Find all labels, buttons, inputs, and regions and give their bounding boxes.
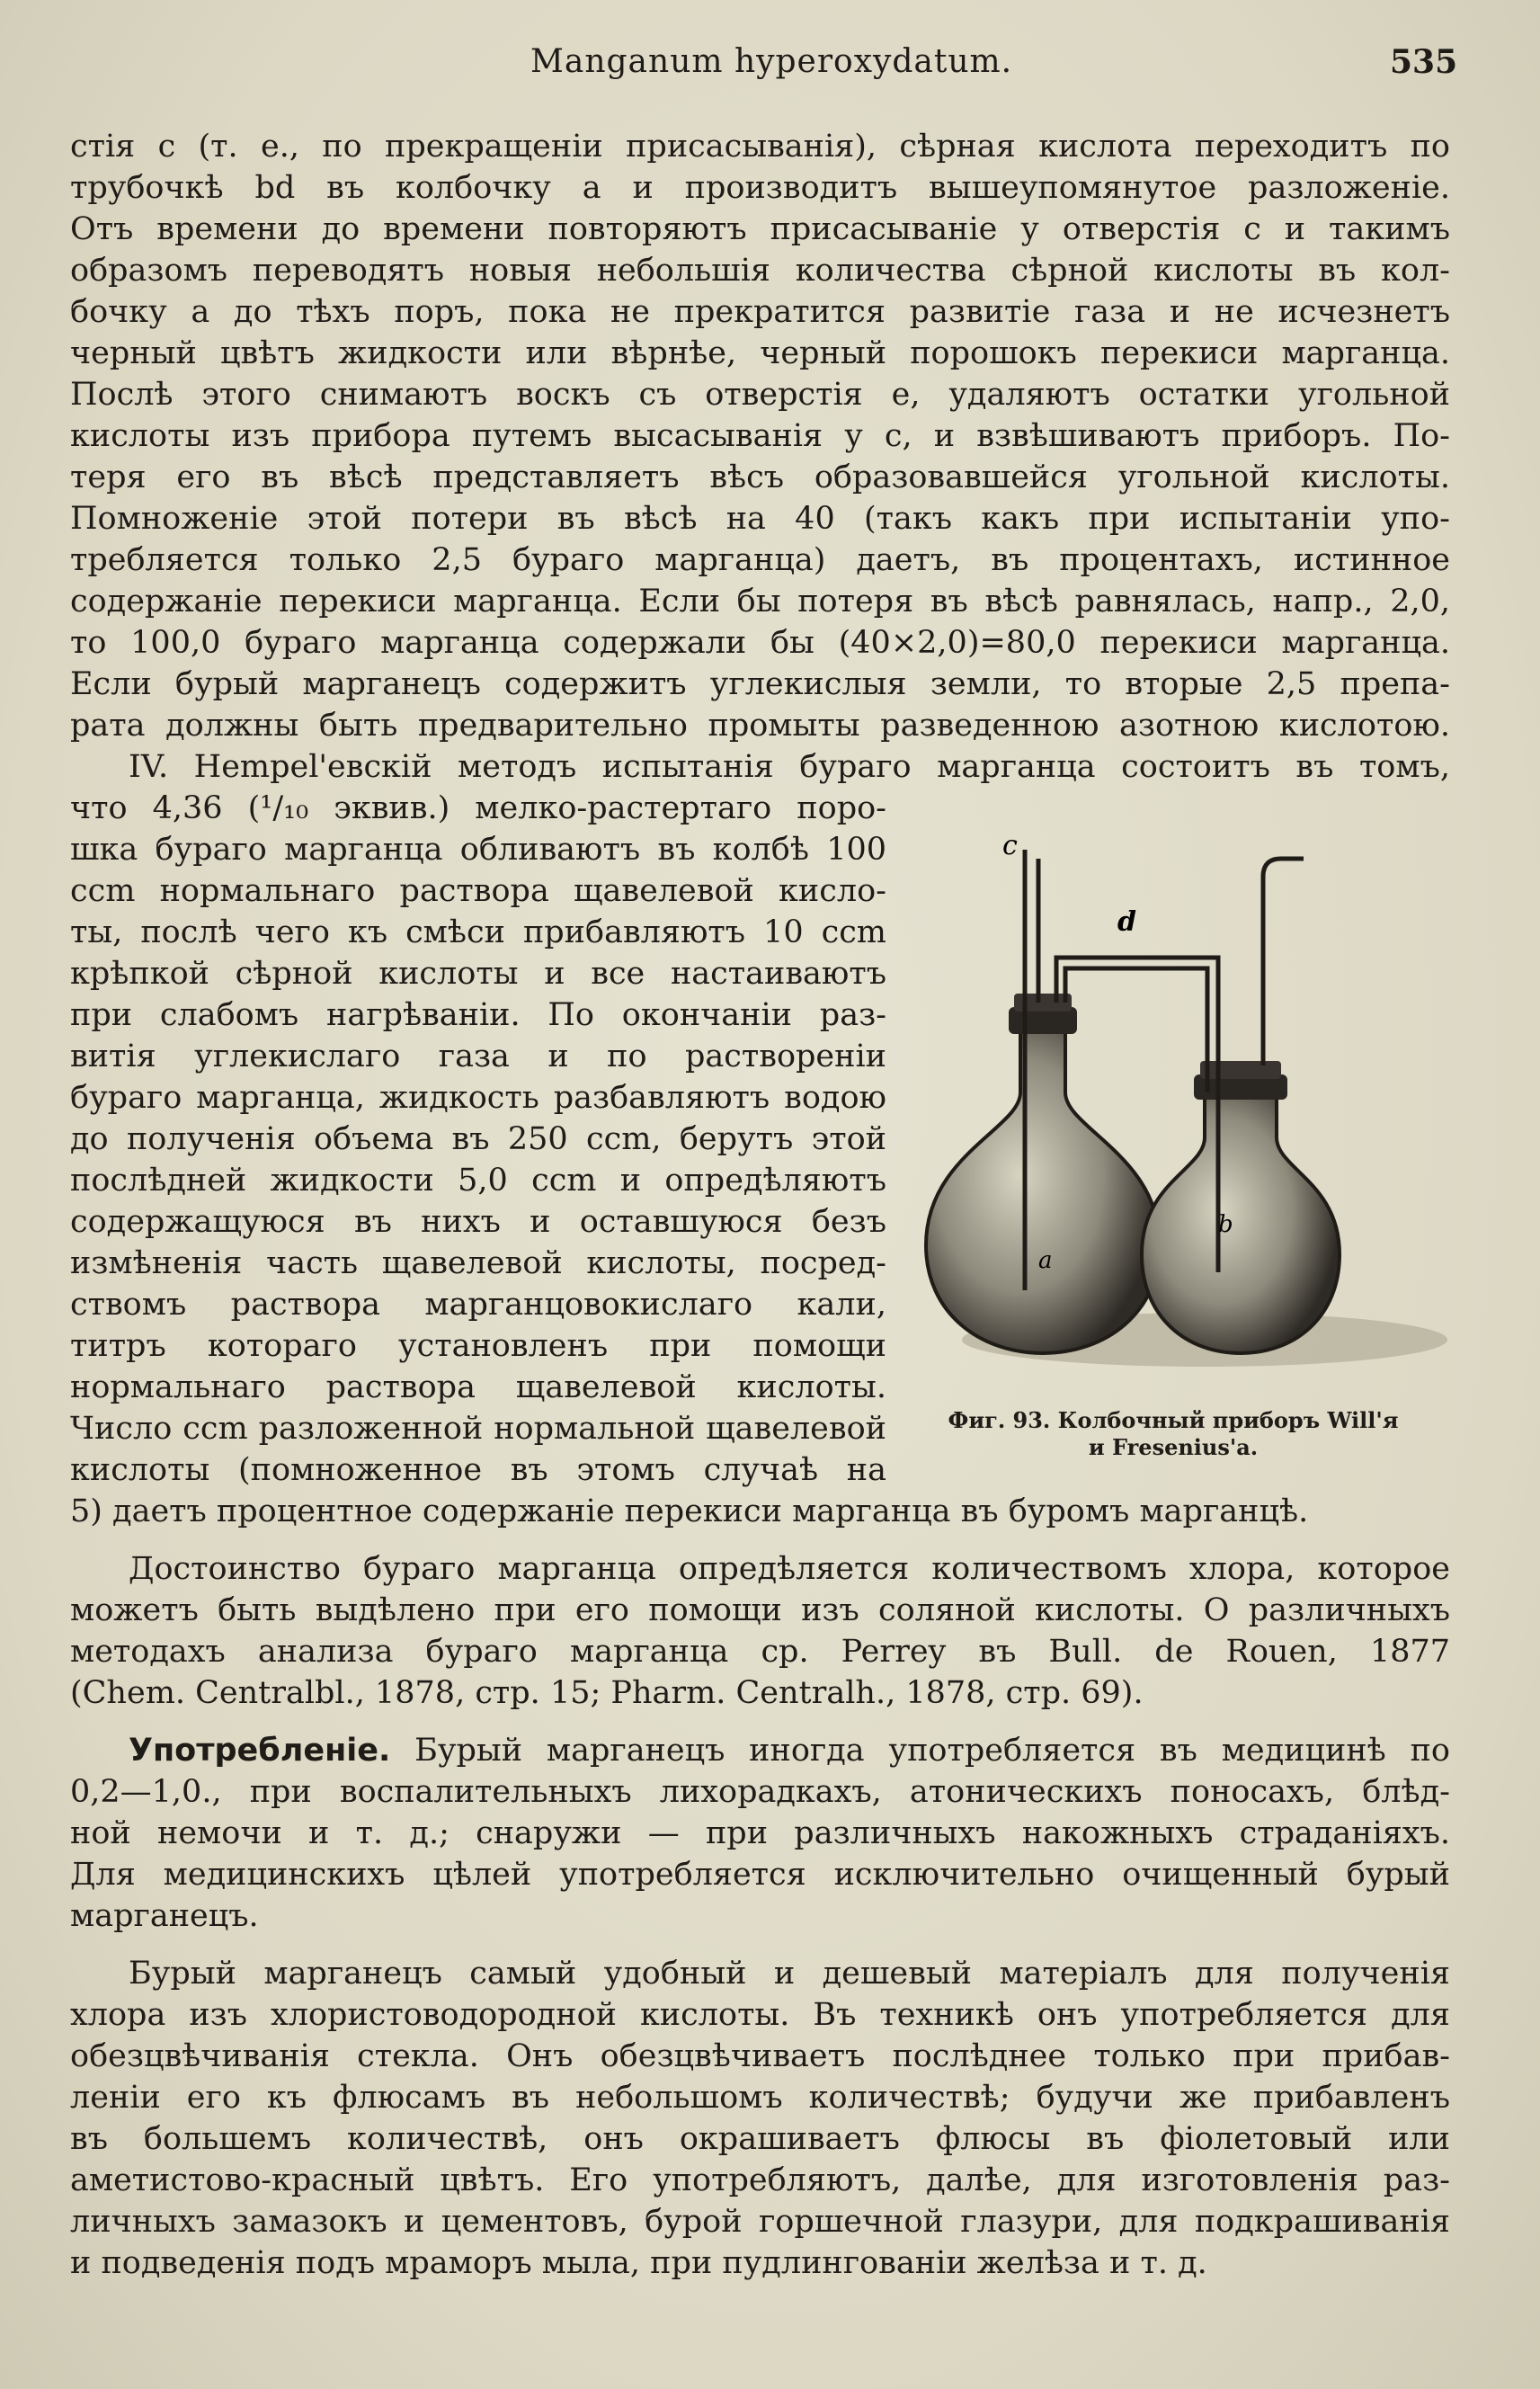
text-line: ной немочи и т. д.; снаружи — при различныхъ накожныхъ страданіяхъ. [70,1815,1450,1851]
text-line: ccm нормальнаго раствора щавелевой кисло- [70,873,886,909]
text-line: кислоты (помноженное въ этомъ случаѣ на [70,1452,886,1488]
text-line [70,1730,1450,1771]
text-line: до полученія объема въ 250 ccm, берутъ этой [70,1121,886,1157]
text-line: нормальнаго раствора щавелевой кислоты. [70,1369,886,1405]
label-c: c [1002,830,1018,861]
text-line: аметистово-красный цвѣтъ. Его употребляютъ, далѣе, для изготовленія раз- [70,2162,1450,2198]
text-line: 5) даетъ процентное содержаніе перекиси марганца въ буромъ марганцѣ. [70,1493,1309,1529]
text-line: можетъ быть выдѣлено при его помощи изъ соляной кислоты. О различныхъ [70,1592,1450,1628]
text-line: измѣненія часть щавелевой кислоты, посред- [70,1245,886,1281]
text-line: при слабомъ нагрѣваніи. По окончаніи раз- [70,997,886,1033]
section-lead: Употребленіе. [129,1733,391,1769]
text-line: ты, послѣ чего къ смѣси прибавляютъ 10 ccm [70,914,886,950]
paragraph-1 [70,126,1450,746]
text-line: то 100,0 бураго марганца содержали бы (40×2,0)=80,0 перекиси марганца. [70,625,1450,661]
text-line: витія углекислаго газа и по раствореніи [70,1039,886,1074]
text-line: и подведенія подъ мраморъ мыла, при пудлингованіи желѣза и т. д. [70,2245,1207,2281]
text-line: хлора изъ хлористоводородной кислоты. Въ техникѣ онъ употребляется для [70,1997,1450,2033]
label-b: b [1218,1211,1233,1238]
text-line: содержащуюся въ нихъ и оставшуюся безъ [70,1204,886,1240]
text-line: титръ котораго установленъ при помощи [70,1328,886,1364]
text-line: бочку a до тѣхъ поръ, пока не прекратится развитіе газа и не исчезнетъ [70,294,1450,330]
caption-line: Фиг. 93. Колбочный приборъ Will'я [948,1407,1399,1433]
page-header [0,43,1540,97]
flask-apparatus-figure [908,823,1447,1452]
text-line: Помноженіе этой потери въ вѣсѣ на 40 (такъ какъ при испытаніи упо- [70,501,1450,537]
label-d: d [1117,906,1136,938]
text-line: леніи его къ флюсамъ въ небольшомъ количествѣ; будучи же прибавленъ [70,2080,1450,2116]
text-line: образомъ переводятъ новыя небольшія количества сѣрной кислоты въ кол- [70,253,1450,289]
text-line: стія c (т. е., по прекращеніи присасыванія), сѣрная кислота переходитъ по [70,129,1450,165]
text-line: трубочкѣ bd въ колбочку a и производитъ вышеупомянутое разложеніе. [70,170,1450,206]
flask-apparatus-illustration [908,823,1447,1407]
text-line: въ большемъ количествѣ, онъ окрашиваетъ флюсы въ фіолетовый или [70,2121,1450,2157]
text-line: бураго марганца, жидкость разбавляютъ водою [70,1080,886,1116]
text-line: содержаніе перекиси марганца. Если бы потеря въ вѣсѣ равнялась, напр., 2,0, [70,584,1450,620]
text-line: личныхъ замазокъ и цементовъ, бурой горшечной глазури, для подкрашиванія [70,2204,1450,2240]
text-line: кислоты изъ прибора путемъ высасыванія у c, и взвѣшиваютъ приборъ. По- [70,418,1450,454]
flask-a [926,994,1160,1353]
text-line: Послѣ этого снимаютъ воскъ съ отверстія e, удаляютъ остатки угольной [70,377,1450,413]
text-line: ствомъ раствора марганцовокислаго кали, [70,1287,886,1323]
running-title: Manganum hyperoxydatum. [530,43,1013,80]
paragraph-3 [70,1548,1450,1714]
text-line: что 4,36 (¹/₁₀ эквив.) мелко-растертаго поро- [70,790,886,826]
caption-line: и Fresenius'а. [1088,1434,1259,1460]
text-line: обезцвѣчиванія стекла. Онъ обезцвѣчиваетъ послѣднее только при прибав- [70,2038,1450,2074]
paragraph-5 [70,1953,1450,2284]
text-line: Для медицинскихъ цѣлей употребляется исключительно очищенный бурый [70,1857,1450,1893]
text-line: Достоинство бураго марганца опредѣляется количествомъ хлора, которое [129,1551,1450,1587]
flask-b [1142,1061,1340,1353]
text-line: теря его въ вѣсѣ представляетъ вѣсъ образовавшейся угольной кислоты. [70,459,1450,495]
label-a: a [1038,1247,1053,1274]
text-line: Отъ времени до времени повторяютъ присасываніе у отверстія c и такимъ [70,211,1450,247]
text-line: черный цвѣтъ жидкости или вѣрнѣе, черный порошокъ перекиси марганца. [70,335,1450,371]
text-line: послѣдней жидкости 5,0 ccm и опредѣляютъ [70,1163,886,1199]
text-line: Бурый марганецъ самый удобный и дешевый матеріалъ для полученія [129,1956,1450,1992]
text-line: марганецъ. [70,1898,259,1934]
text-line: требляется только 2,5 бураго марганца) даетъ, въ процентахъ, истинное [70,542,1450,578]
text-line: (Chem. Centralbl., 1878, стр. 15; Pharm. Centralh., 1878, стр. 69). [70,1675,1144,1711]
text-line: методахъ анализа бураго марганца ср. Perrey въ Bull. de Rouen, 1877 [70,1634,1450,1670]
text-line: рата должны быть предварительно промыты разведенною азотною кислотою. [70,708,1450,744]
text-line: Если бурый марганецъ содержитъ углекислыя земли, то вторые 2,5 препа- [70,666,1450,702]
text-line: шка бураго марганца обливаютъ въ колбѣ 100 [70,832,886,868]
text-line: крѣпкой сѣрной кислоты и все настаиваютъ [70,956,886,992]
figure-caption [904,1407,1443,1461]
text-line-rest: Бурый марганецъ иногда употребляется въ медицинѣ по [390,1733,1450,1769]
text-line: 0,2—1,0., при воспалительныхъ лихорадкахъ, атоническихъ поносахъ, блѣд- [70,1774,1450,1810]
text-line: IV. Hempel'евскій методъ испытанія бураго марганца состоитъ въ томъ, [129,749,1450,785]
paragraph-4 [70,1730,1450,1937]
page-number: 535 [1390,43,1458,81]
text-line: Число ccm разложенной нормальной щавелевой [70,1411,886,1447]
